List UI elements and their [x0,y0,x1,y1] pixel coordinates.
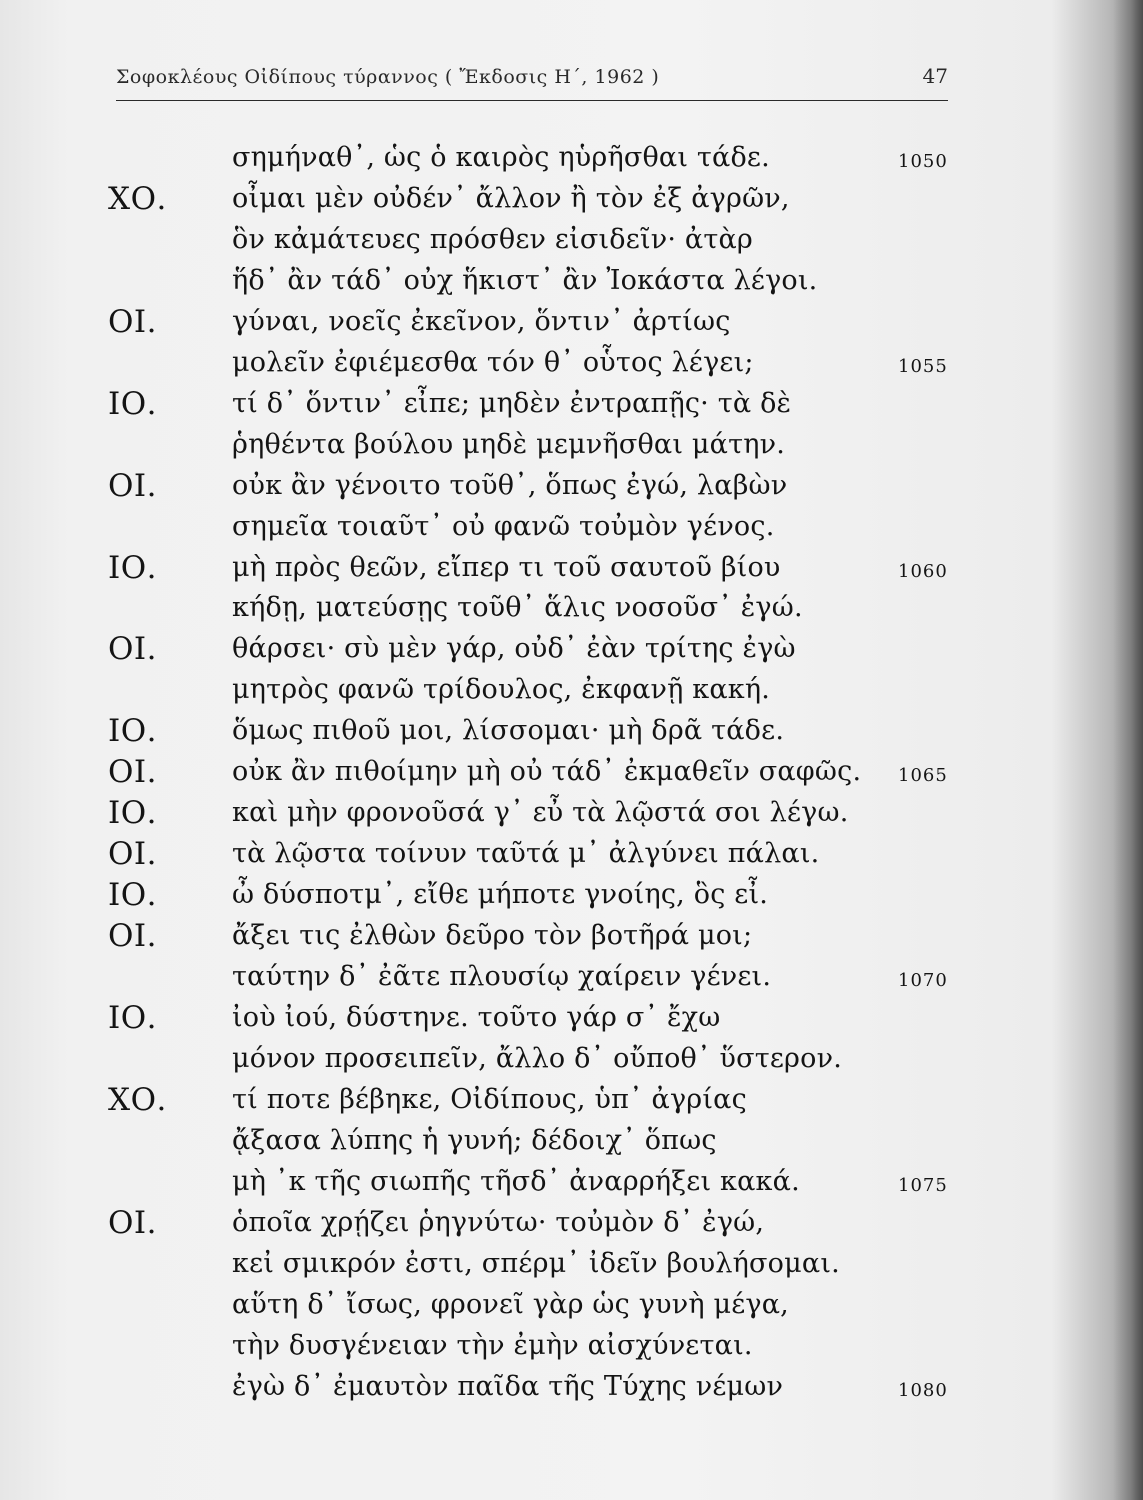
verse-line [0,1367,1143,1407]
verse-text: οἶμαι μὲν οὐδέν᾽ ἄλλον ἢ τὸν ἐξ ἀγρῶν, [232,182,790,214]
line-number: 1050 [898,151,948,172]
speaker-label: ΟΙ. [108,1204,158,1241]
verse-line [0,179,1143,219]
verse-text: ᾄξασα λύπης ἡ γυνή; δέδοιχ᾽ ὅπως [232,1124,717,1156]
verse-line [0,834,1143,874]
verse-text: αὕτη δ᾽ ἴσως, φρονεῖ γὰρ ὡς γυνὴ μέγα, [232,1288,789,1320]
verse-text: σημεῖα τοιαῦτ᾽ οὐ φανῶ τοὐμὸν γένος. [232,510,775,542]
verse-line [0,1121,1143,1161]
verse-text: μολεῖν ἐφιέμεσθα τόν θ᾽ οὗτος λέγει; [232,346,754,378]
verse-text: κήδῃ, ματεύσῃς τοῦθ᾽ ἅλις νοσοῦσ᾽ ἐγώ. [232,592,803,624]
line-number: 1080 [898,1379,948,1401]
verse-line [0,957,1143,997]
speaker-label: ΟΙ. [108,467,158,504]
speaker-label: ΧΟ. [108,1081,167,1118]
verse-text: γύναι, νοεῖς ἐκεῖνον, ὅντιν᾽ ἀρτίως [232,305,731,337]
verse-text: ἥδ᾽ ἂν τάδ᾽ οὐχ ἥκιστ᾽ ἂν Ἰοκάστα λέγοι. [232,264,818,296]
verse-line [0,1203,1143,1243]
header-title: Σοφοκλέους Οἰδίπους τύραννος ( Ἔκδοσις Η΄, 1962 ) [116,66,660,88]
line-number: 1070 [898,970,948,991]
verse-line [0,343,1143,383]
verse-line [0,138,1143,178]
verse-text: ὦ δύσποτμ᾽, εἴθε μήποτε γνοίης, ὃς εἶ. [232,879,769,911]
speaker-label: ΟΙ. [108,754,158,791]
verse-line [0,670,1143,710]
verse-text: οὐκ ἂν γένοιτο τοῦθ᾽, ὅπως ἐγώ, λαβὼν [232,469,788,501]
speaker-label: ΙΟ. [108,795,158,832]
verse-line [0,916,1143,956]
verse-text: θάρσει· σὺ μὲν γάρ, οὐδ᾽ ἐὰν τρίτης ἐγὼ [232,633,796,665]
verse-line [0,1285,1143,1325]
verse-line [0,629,1143,669]
verse-text: οὐκ ἂν πιθοίμην μὴ οὐ τάδ᾽ ἐκμαθεῖν σαφῶς. [232,756,862,788]
speaker-label: ΙΟ. [108,549,158,586]
speaker-label: ΟΙ. [108,631,158,668]
verse-line [0,1162,1143,1202]
verse-line [0,548,1143,588]
verse-line [0,1326,1143,1366]
verse-text: μόνον προσειπεῖν, ἄλλο δ᾽ οὔποθ᾽ ὕστερον. [232,1042,842,1074]
verse-text: ὁποῖα χρῄζει ῥηγνύτω· τοὐμὸν δ᾽ ἐγώ, [232,1206,765,1238]
verse-text: ἰοὺ ἰού, δύστηνε. τοῦτο γάρ σ᾽ ἔχω [232,1001,721,1033]
page-number: 47 [922,64,948,88]
verse-line [0,711,1143,751]
verse-text: μητρὸς φανῶ τρίδουλος, ἐκφανῇ κακή. [232,674,771,706]
verse-text: τὴν δυσγένειαν τὴν ἐμὴν αἰσχύνεται. [232,1329,753,1361]
line-number: 1075 [898,1174,948,1196]
verse-line [0,752,1143,792]
verse-line [0,875,1143,915]
verse-text: τί ποτε βέβηκε, Οἰδίπους, ὑπ᾽ ἀγρίας [232,1083,747,1115]
verse-text: ὃν κἀμάτευες πρόσθεν εἰσιδεῖν· ἀτὰρ [232,223,753,255]
verse-line [0,998,1143,1038]
verse-text: μὴ πρὸς θεῶν, εἴπερ τι τοῦ σαυτοῦ βίου [232,551,781,583]
verse-line [0,261,1143,301]
verse-text: ταύτην δ᾽ ἐᾶτε πλουσίῳ χαίρειν γένει. [232,961,772,992]
verse-text: καὶ μὴν φρονοῦσά γ᾽ εὖ τὰ λῷστά σοι λέγω. [232,797,849,829]
speaker-label: ΙΟ. [108,713,158,750]
speaker-label: ΟΙ. [108,918,158,955]
verse-text: μὴ ᾽κ τῆς σιωπῆς τῆσδ᾽ ἀναρρήξει κακά. [232,1165,800,1197]
verse-line [0,588,1143,628]
verse-text: κεἰ σμικρόν ἐστι, σπέρμ᾽ ἰδεῖν βουλήσομαι. [232,1247,840,1279]
verse-line [0,302,1143,342]
speaker-label: ΟΙ. [108,303,158,340]
verse-line [0,793,1143,833]
speaker-label: ΙΟ. [108,999,158,1036]
verse-text: ἄξει τις ἐλθὼν δεῦρο τὸν βοτῆρά μοι; [232,920,753,952]
verse-text: τὰ λῷστα τοίνυν ταῦτά μ᾽ ἀλγύνει πάλαι. [232,838,820,870]
verse-text: ὅμως πιθοῦ μοι, λίσσομαι· μὴ δρᾶ τάδε. [232,715,785,747]
speaker-label: ΧΟ. [108,180,167,217]
verse-line [0,220,1143,260]
line-number: 1055 [898,355,948,377]
speaker-label: ΟΙ. [108,836,158,873]
verse-line [0,466,1143,506]
line-number: 1065 [898,765,948,787]
verse-line [0,1039,1143,1079]
verse-line [0,1244,1143,1284]
verse-line [0,507,1143,547]
line-number: 1060 [898,560,948,582]
page-edge-shadow [1113,0,1143,1500]
speaker-label: ΙΟ. [108,385,158,422]
verse-text: σημήναθ᾽, ὡς ὁ καιρὸς ηὑρῆσθαι τάδε. [232,142,770,173]
verse-text: ῥηθέντα βούλου μηδὲ μεμνῆσθαι μάτην. [232,428,786,460]
verse-text: τί δ᾽ ὅντιν᾽ εἶπε; μηδὲν ἐντραπῇς· τὰ δὲ [232,387,792,419]
verse-line [0,425,1143,465]
running-header [116,60,948,101]
verse-line [0,384,1143,424]
verse-text: ἐγὼ δ᾽ ἐμαυτὸν παῖδα τῆς Τύχης νέμων [232,1370,784,1402]
speaker-label: ΙΟ. [108,877,158,914]
verse-line [0,1080,1143,1120]
